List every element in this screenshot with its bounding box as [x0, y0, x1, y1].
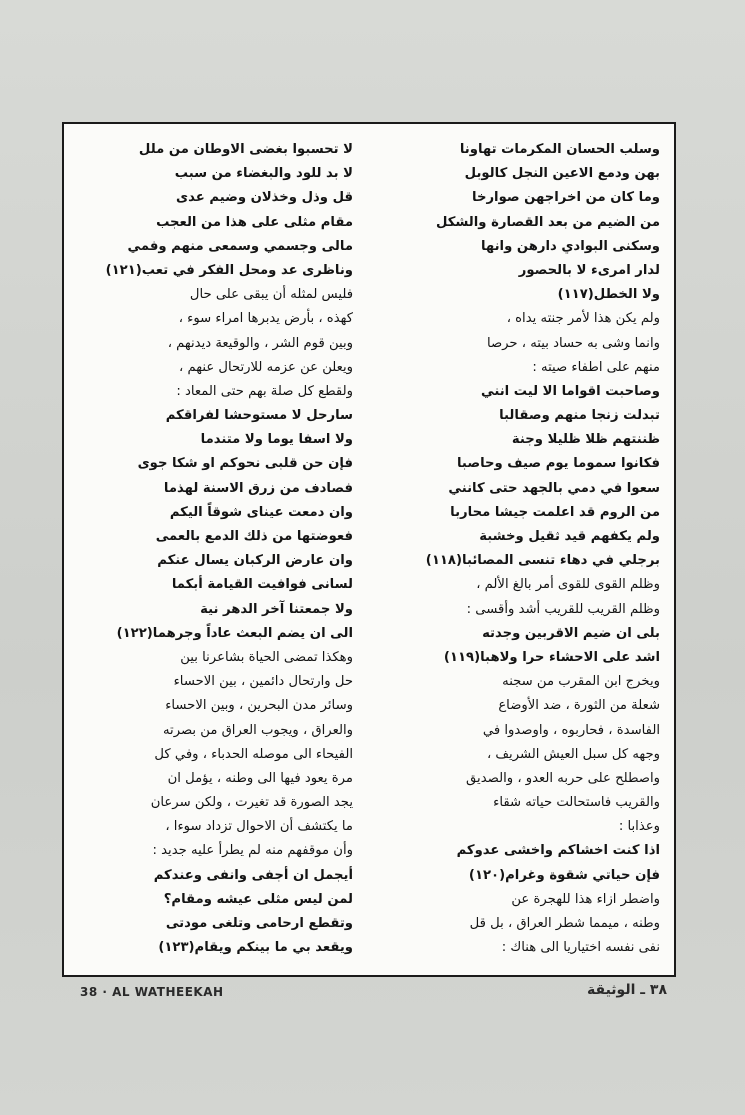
- text-line: وما كان من اخراجهن صوارخا: [472, 190, 660, 206]
- text-line: وانما وشى به حساد بيته ، حرصا: [486, 335, 660, 351]
- text-line: لا بد للود والبغضاء من سبب: [174, 166, 353, 182]
- text-line: الفيحاء الى موصله الحدباء ، وفي كل: [154, 746, 353, 762]
- text-line: وعذابا :: [618, 819, 660, 835]
- footer-page-label-latin: 38 · AL WATHEEKAH: [80, 985, 224, 999]
- text-line: حل وارتحال دائمين ، بين الاحساء: [173, 674, 353, 690]
- text-line: واصطلح على حربه العدو ، والصديق: [466, 770, 660, 786]
- text-line: لسانى فوافيت القيامة أبكما: [171, 577, 353, 593]
- footer-page-label-arabic: ٣٨ ـ الوثيقة: [587, 982, 667, 998]
- text-line: برجلي في دهاء تنسى المصائبا(١١٨): [425, 553, 660, 569]
- text-line: مالى وجسمي وسمعى منهم وفمي: [127, 238, 353, 254]
- text-line: شعلة من الثورة ، ضد الأوضاع: [498, 698, 660, 714]
- text-line: وان دمعت عيناى شوقاً اليكم: [169, 504, 353, 520]
- text-line: فصادف من زرق الاسنة لهذما: [163, 480, 353, 496]
- text-line: وتقطع ارحامى وتلغى مودتى: [165, 916, 353, 931]
- text-line: وطنه ، ميمما شطر العراق ، بل قل: [469, 916, 660, 931]
- text-line: بهن ودمع الاعين النجل كالوبل: [464, 166, 660, 182]
- text-line: وسلب الحسان المكرمات تهاونا: [459, 142, 660, 157]
- text-line: واضطر ازاء هذا للهجرة عن: [511, 891, 660, 907]
- text-line: كهذه ، بأرض يدبرها امراء سوء ،: [178, 311, 353, 327]
- text-line: سارحل لا مستوحشا لفراقكم: [165, 408, 353, 424]
- text-line: ويخرج ابن المقرب من سجنه: [502, 674, 660, 690]
- text-line: الى ان يضم البعث عاداً وجرهما(١٢٢): [116, 625, 353, 641]
- text-line: مرة يعود فيها الى وطنه ، يؤمل ان: [167, 770, 353, 786]
- text-line: والقريب فاستحالت حياته شقاء: [493, 795, 660, 811]
- text-line: فإن حن قلبى نحوكم او شكا جوى: [137, 456, 353, 472]
- text-line: لا تحسبوا بغضى الاوطان من ملل: [138, 142, 353, 157]
- text-line: قل وذل وخذلان وضيم عدى: [176, 190, 353, 206]
- text-line: ما يكتشف أن الاحوال تزداد سوءا ،: [165, 819, 353, 835]
- text-line: وأن موقفهم منه لم يطرأ عليه جديد :: [152, 843, 353, 859]
- text-line: وان عارض الركبان يسال عنكم: [157, 553, 353, 569]
- text-line: وسكنى البوادي دارهن وانها: [480, 238, 660, 254]
- text-line: وظلم القوى للقوى أمر بالغ الألم ،: [476, 577, 660, 593]
- text-line: ولم يكفهم قيد ثقيل وخشبة: [479, 529, 660, 544]
- text-line: وظلم القريب للقريب أشد وأقسى :: [466, 601, 660, 617]
- text-line: فليس لمثله أن يبقى على حال: [189, 287, 353, 303]
- text-line: وناظرى عد ومحل الفكر في تعب(١٢١): [105, 262, 353, 278]
- text-line: فإن حياتي شقوة وغرام(١٢٠): [468, 867, 660, 883]
- text-line: ظننتهم ظلا ظليلا وجنة: [511, 432, 660, 448]
- text-line: من الروم قد اعلمت جيشا محاربا: [450, 504, 660, 520]
- text-line: يجد الصورة قد تغيرت ، ولكن سرعان: [150, 795, 353, 811]
- text-line: ويعلن عن عزمه للارتحال عنهم ،: [179, 359, 353, 375]
- text-line: بلى ان ضيم الاقربين وجدته: [482, 625, 660, 641]
- text-line: من الضيم من بعد القصارة والشكل: [435, 214, 660, 230]
- text-line: اشد على الاحشاء حرا ولاهبا(١١٩): [443, 649, 660, 665]
- text-line: فكانوا سموما يوم صيف وحاصبا: [456, 456, 660, 472]
- text-line: وصاحبت اقواما الا ليت انني: [481, 383, 660, 399]
- text-line: ولا جمعتنا آخر الدهر نية: [200, 601, 353, 617]
- text-line: ولا اسفا يوما ولا متندما: [200, 432, 353, 448]
- text-line: الفاسدة ، فحاربوه ، واوصدوا في: [482, 722, 660, 738]
- text-line: أيجمل ان أجفى وانفى وعندكم: [153, 867, 353, 883]
- text-line: تبدلت زنجا منهم وصقالبا: [499, 408, 660, 424]
- text-line: وجهه كل سبل العيش الشريف ،: [486, 746, 660, 762]
- text-line: والعراق ، ويجوب العراق من بصرته: [162, 722, 353, 738]
- text-line: اذا كنت اخشاكم واخشى عدوكم: [456, 843, 660, 859]
- text-line: ولقطع كل صلة بهم حتى المعاد :: [176, 383, 353, 399]
- text-line: مقام مثلى على هذا من العجب: [156, 214, 353, 230]
- text-line: فعوضتها من ذلك الدمع بالعمى: [155, 529, 353, 544]
- text-line: ولم يكن هذا لأمر جنته يداه ،: [506, 311, 660, 327]
- right-text-column: [385, 138, 660, 960]
- left-text-column: [78, 138, 353, 960]
- text-line: وبين قوم الشر ، والوقيعة ديدنهم ،: [167, 335, 353, 351]
- text-line: منهم على اطفاء صيته :: [532, 359, 660, 375]
- article-frame: [62, 122, 676, 977]
- text-line: ولا الخطل(١١٧): [557, 287, 660, 303]
- text-line: لدار امرىء لا بالحصور: [518, 262, 660, 278]
- text-line: نفى نفسه اختياريا الى هناك :: [501, 940, 660, 956]
- text-line: وهكذا تمضى الحياة بشاعرنا بين: [180, 649, 353, 665]
- text-line: وسائر مدن البحرين ، وبين الاحساء: [165, 698, 353, 714]
- text-line: ويقعد بي ما بينكم ويقام(١٢٣): [158, 940, 353, 956]
- text-line: لمن ليس مثلى عيشه ومقام؟: [163, 891, 353, 907]
- text-line: سعوا في دمي بالجهد حتى كانني: [448, 480, 660, 496]
